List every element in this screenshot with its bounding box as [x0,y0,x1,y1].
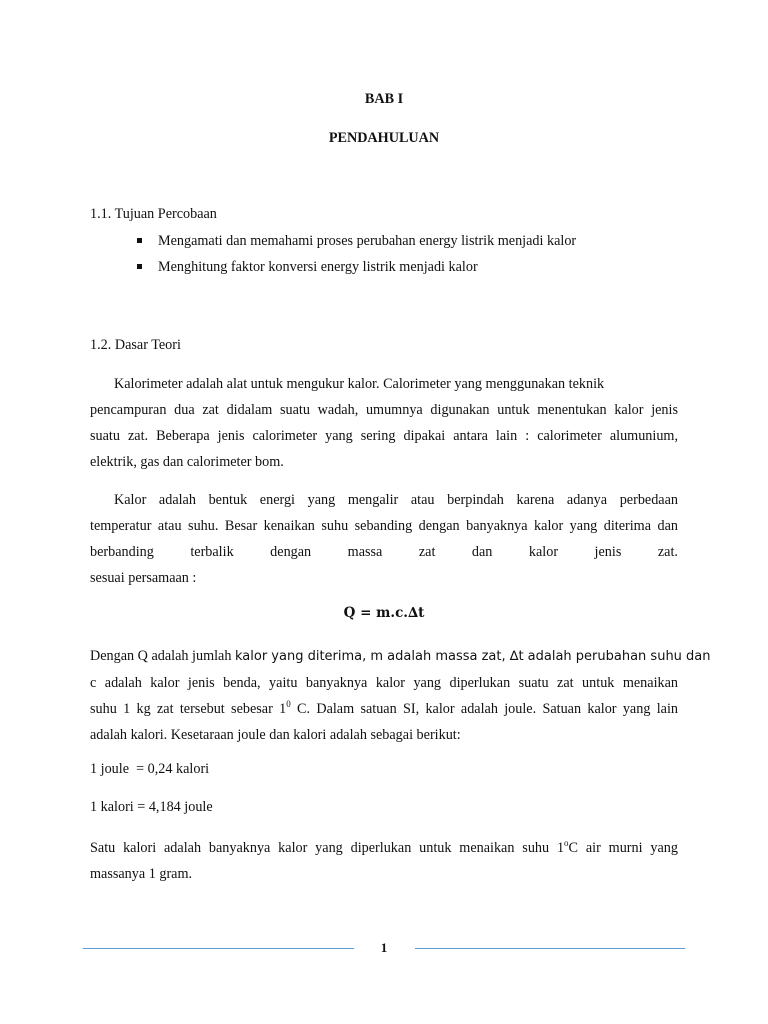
paragraph-definitions [90,643,711,748]
section-title-dasar-teori: 1.2. Dasar Teori [90,337,181,353]
section-title-tujuan: 1.1. Tujuan Percobaan [90,206,217,222]
paragraph-line: suatu zat. Beberapa jenis calorimeter yang sering dipakai antara lain : calorimeter alumunium, [90,428,678,444]
list-item [90,258,576,284]
word: jenis [594,544,622,560]
chapter-heading: BAB I [364,91,404,107]
equivalence-kalori: 1 kalori = 4,184 joule [90,799,213,815]
list-item-text: Mengamati dan memahami proses perubahan energy listrik menjadi kalor [158,233,577,249]
word: terbalik [190,544,234,560]
paragraph-line: c adalah kalor jenis benda, yaitu banyaknya kalor yang diperlukan suatu zat untuk menaikan [90,675,678,691]
word: dan [471,544,493,560]
paragraph-line: elektrik, gas dan calorimeter bom. [90,454,284,470]
equivalence-joule: 1 joule = 0,24 kalori [90,761,210,777]
paragraph-line: massanya 1 gram. [90,866,193,882]
paragraph-line: Kalorimeter adalah alat untuk mengukur kalor. Calorimeter yang menggunakan teknik [114,376,605,392]
paragraph-line: pencampuran dua zat didalam suatu wadah, umumnya digunakan untuk menentukan kalor jenis [90,402,678,418]
word: kalor [528,544,559,560]
paragraph-line: temperatur atau suhu. Besar kenaikan suhu sebanding dengan banyaknya kalor yang diterima dan [90,518,678,534]
paragraph-line [90,696,678,722]
superscript: 0 [286,699,291,709]
square-bullet-icon [137,264,142,269]
footer-rule-right [415,948,685,949]
paragraph-line: sesuai persamaan : [90,570,197,586]
list-item-text: Menghitung faktor konversi energy listrik menjadi kalor [158,259,478,275]
list-item [90,232,576,258]
objectives-list [90,232,576,284]
paragraph-kalorimeter [90,371,678,475]
page-number: 1 [380,940,388,955]
paragraph-line: adalah kalori. Kesetaraan joule dan kalori adalah sebagai berikut: [90,727,461,743]
word: massa [347,544,383,560]
text-run: C. Dalam satuan SI, kalor adalah joule. Satuan kalor yang lain [290,701,678,717]
text-run: Dengan Q adalah jumlah [90,648,235,664]
text-run: suhu 1 kg zat tersebut sebesar 1 [90,701,287,717]
paragraph-line: Kalor adalah bentuk energi yang mengalir atau berpindah karena adanya perbedaan [114,492,678,508]
word: zat. [657,544,678,560]
chapter-title: PENDAHULUAN [328,130,440,146]
word: berbanding [90,544,154,560]
text-run: Satu kalori adalah banyaknya kalor yang diperlukan untuk menaikan suhu 1 [90,840,565,856]
paragraph-kalori-definition [90,835,678,887]
text-run: kalor yang diterima, m adalah massa zat, ∆t adalah perubahan suhu dan [234,649,711,664]
square-bullet-icon [137,238,142,243]
formula: Q = m.c.∆t [343,605,425,621]
superscript: o [564,838,569,848]
paragraph-kalor [90,487,678,591]
paragraph-line [90,643,711,670]
text-run: C air murni yang [568,840,678,856]
word: dengan [270,544,312,560]
paragraph-line [90,835,678,861]
spread-line [90,539,678,565]
word: zat [418,544,436,560]
